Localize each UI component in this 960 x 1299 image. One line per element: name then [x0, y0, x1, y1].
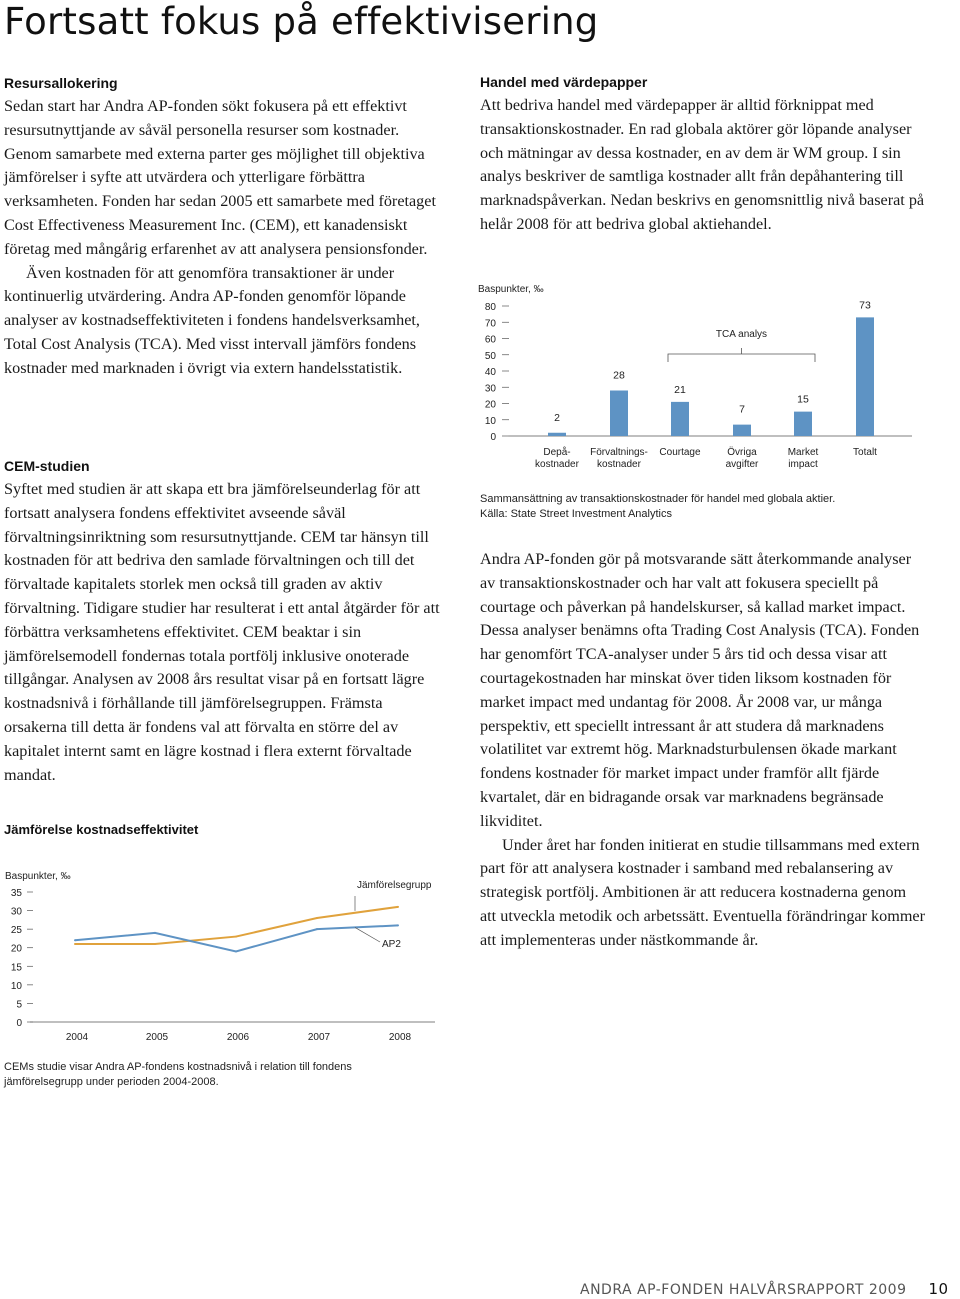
cem-heading: CEM-studien [4, 458, 90, 474]
y-tick-label: 60 [484, 334, 496, 346]
bar-category-label: Courtage [659, 447, 701, 458]
series-point [397, 906, 399, 908]
series-point [235, 950, 237, 952]
bar-value-label: 21 [674, 383, 686, 396]
bar [671, 402, 689, 436]
series-line-0 [75, 907, 398, 944]
y-tick-label: 30 [10, 906, 22, 918]
handel-heading: Handel med värdepapper [480, 74, 648, 90]
y-tick-label: 20 [484, 399, 496, 411]
x-tick-label: 2005 [145, 1032, 169, 1043]
series-point [397, 924, 399, 926]
y-tick-label: 0 [490, 432, 496, 443]
y-tick-label: 30 [484, 383, 496, 395]
bar-category-label: Förvaltnings- [590, 447, 648, 458]
y-tick-label: 15 [10, 962, 22, 974]
tca-paragraph-1: Andra AP-fonden gör på motsvarande sätt återkommande analyser av transaktionskostnader och har valt att fokusera speciellt på courtage och påverkan på handelskurser, så kallad market impact. Dessa analyser benämns ofta Trading Cost Analysis (TCA). Fonden har genomfört TCA-analyser under 5 års tid och dessa visar att courtagekostnaden har minskat över tiden liksom kostnaden för market impact med undantag för 2008. År 2008 var, ur många perspektiv, ett speciellt intressant år att studera då marknadens volatilitet var extremt hög. Marknadsturbulensen ökade markant fondens kostnader för market impact under framför allt fjärde kvartalet, där en bidragande orsak var marknadens begränsade likviditet. [480, 550, 920, 830]
bar-category-label: kostnader [535, 459, 579, 470]
bar [610, 391, 628, 437]
bar-chart-source: Källa: State Street Investment Analytics [480, 508, 672, 520]
bar-chart-caption [480, 492, 940, 522]
series-point [316, 928, 318, 930]
y-tick-label: 5 [16, 999, 22, 1011]
series-point [154, 932, 156, 934]
y-tick-label: 80 [484, 302, 496, 313]
bar-category-label: Övriga [727, 447, 757, 458]
series-line-1 [75, 925, 398, 951]
legend-ap2: AP2 [382, 939, 401, 950]
y-tick-label: 40 [484, 367, 496, 378]
bar-value-label: 15 [797, 393, 809, 406]
bar [733, 425, 751, 436]
line-chart [0, 860, 460, 1050]
resursallokering-text [4, 95, 449, 381]
x-tick-label: 2004 [65, 1032, 89, 1043]
bar-category-label: Market [787, 447, 819, 458]
page-title: Fortsatt fokus på effektivisering [4, 0, 599, 43]
cem-text [4, 478, 449, 787]
tca-bracket [668, 348, 815, 362]
y-tick-label: 70 [484, 318, 496, 330]
y-tick-label: 10 [10, 980, 22, 992]
bar [856, 317, 874, 436]
resursallokering-heading: Resursallokering [4, 75, 118, 91]
handel-text [480, 94, 925, 237]
series-point [154, 943, 156, 945]
y-tick-label: 20 [10, 943, 22, 955]
line-chart-ylabel: Baspunkter, ‰ [5, 871, 71, 882]
y-tick-label: 25 [10, 925, 22, 937]
page-number: 10 [928, 1280, 949, 1298]
bar-category-label: impact [788, 459, 818, 470]
bar-chart [474, 278, 944, 473]
bar-value-label: 7 [739, 403, 745, 416]
legend-jamforelsegrupp: Jämförelsegrupp [357, 880, 432, 891]
bar-chart-caption-line-1: Sammansättning av transaktionskostnader för handel med globala aktier. [480, 493, 836, 505]
handel-paragraph-1: Att bedriva handel med värdepapper är alltid förknippat med transaktionskostnader. En rad globala aktörer gör löpande analyser och mätningar av dessa kostnader, en av dem är WM group. I sin analys beskriver de samtliga kostnader allt från depåhantering till marknadspåverkan. Nedan beskrivs en genomsnittlig nivå baserat på helår 2008 för att bedriva global aktiehandel. [480, 96, 925, 233]
bar-value-label: 2 [554, 411, 560, 424]
tca-bracket-label: TCA analys [715, 329, 768, 340]
series-point [74, 943, 76, 945]
bar-chart-ylabel: Baspunkter, ‰ [478, 284, 544, 295]
page-footer [580, 1280, 949, 1298]
bar-category-label: kostnader [597, 459, 641, 470]
tca-paragraph-2: Under året har fonden initierat en studie tillsammans med extern part för att analysera kostnader i samband med rebalansering av strategisk portfölj. Ambitionen är att reducera kostnaderna genom att utveckla metodik och arbetssätt. Eventuella förändringar kommer att implementeras under nästkommande år. [480, 835, 925, 949]
y-tick-label: 10 [484, 415, 496, 427]
line-chart-caption: CEMs studie visar Andra AP-fondens kostnadsnivå i relation till fondens jämförelsegrupp under perioden 2004-2008. [4, 1061, 352, 1088]
x-tick-label: 2007 [307, 1032, 331, 1043]
y-tick-label: 0 [16, 1018, 22, 1029]
bar-value-label: 28 [613, 369, 625, 382]
resursallokering-paragraph-1: Sedan start har Andra AP-fonden sökt fokusera på ett effektivt resursutnyttjande av såväl personella resurser som kostnader. Genom samarbete med externa parter ges möjlighet till objektiva jämförelser i syfte att utvärdera och ytterligare förbättra verksamheten. Fonden har sedan 2005 ett samarbete med företaget Cost Effectiveness Measurement Inc. (CEM), ett kanadensiskt företag med mångårig erfarenhet av att analysera pensionsfonder. [4, 97, 436, 258]
bar [794, 412, 812, 436]
series-point [235, 936, 237, 938]
bar-value-label: 73 [859, 299, 871, 312]
bar [548, 433, 566, 436]
legend-leader [355, 927, 380, 942]
tca-text [480, 548, 925, 953]
cem-paragraph-1: Syftet med studien är att skapa ett bra jämförelseunderlag för att fortsatt analysera fondens effektivitet avseende såväl förvaltningsinriktning som resursutnyttjande. CEM tar hänsyn till kostnaden för att bedriva den samlade förvaltningen och till det förvaltade kapitalets storlek men också till graden av aktiv förvaltning. Tidigare studier har resulterat i ett antal åtgärder för att förbättra verksamhetens effektivitet. CEM beaktar i sin jämförelsemodell fondernas totala portfölj inklusive onoterade tillgångar. Analysen av 2008 års resultat visar på en fortsatt lägre kostnadsnivå i förhållande till jämförelsegruppen. Främsta orsakerna till detta är fondens val att förvalta en större del av kapitalet internt samt en lägre kostnad i flera externt förvaltade mandat. [4, 480, 440, 784]
resursallokering-paragraph-2: Även kostnaden för att genomföra transaktioner är under kontinuerlig utvärdering. Andra AP-fonden genomför löpande analyser av kostnadseffektiviteten i fondens handelsverksamhet, Total Cost Analysis (TCA). Med visst intervall jämförs fondens kostnader med marknaden i övrigt via extern handelsstatistik. [4, 263, 420, 377]
series-point [74, 939, 76, 941]
bar-category-label: avgifter [725, 459, 759, 470]
line-chart-heading: Jämförelse kostnadseffektivitet [4, 822, 199, 837]
x-tick-label: 2008 [388, 1032, 412, 1043]
series-point [316, 917, 318, 919]
bar-category-label: Totalt [853, 447, 877, 458]
y-tick-label: 35 [10, 888, 22, 899]
x-tick-label: 2006 [226, 1032, 250, 1043]
footer-publication: ANDRA AP-FONDEN HALVÅRSRAPPORT 2009 [580, 1282, 907, 1298]
y-tick-label: 50 [484, 350, 496, 362]
bar-category-label: Depå- [543, 447, 571, 458]
